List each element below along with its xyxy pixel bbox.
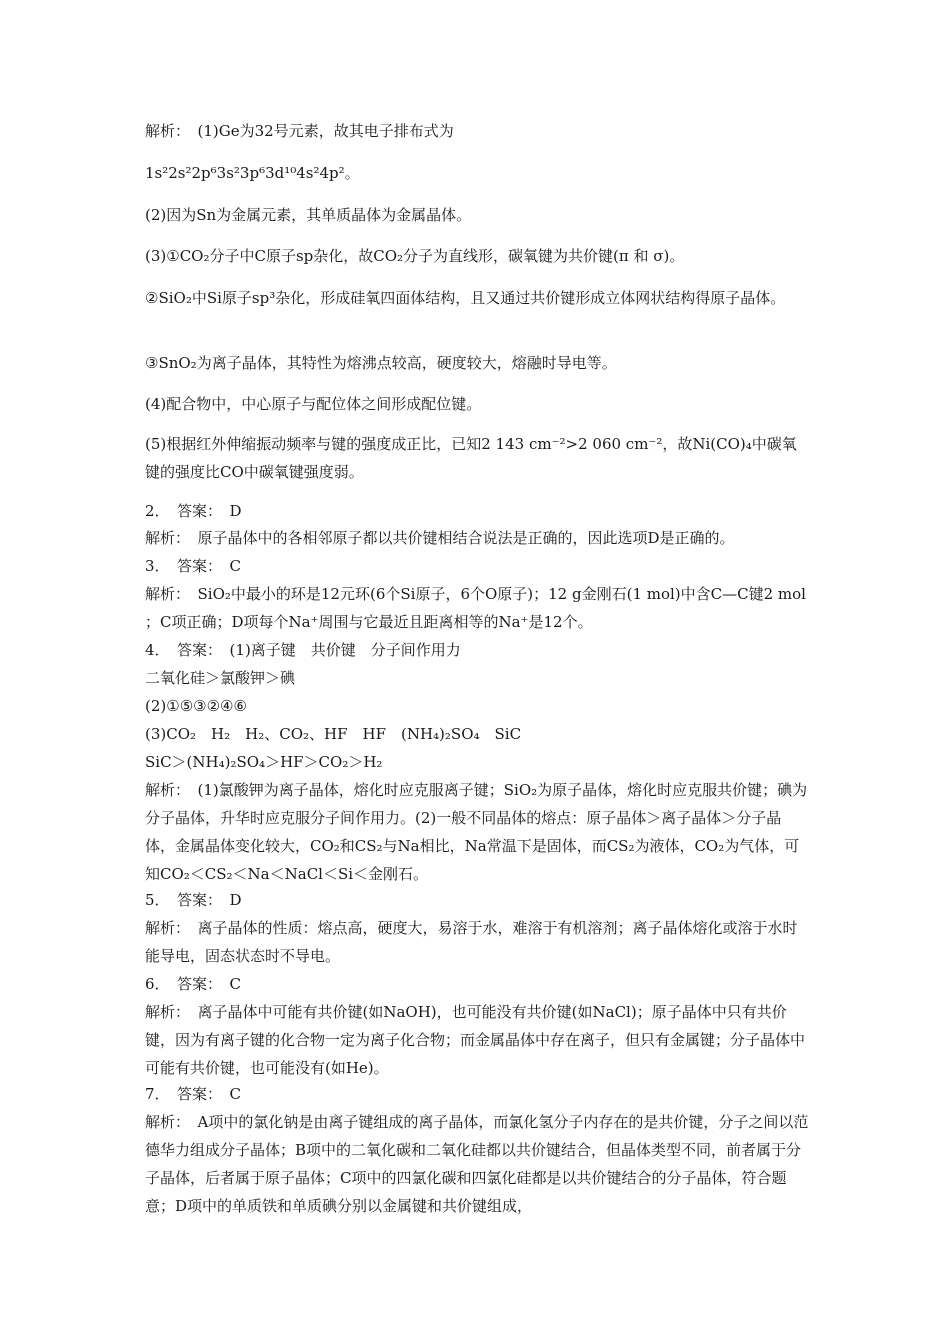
analysis-1-part-3b: ②SiO₂中Si原子sp³杂化，形成硅氧四面体结构，且又通过共价键形成立体网状结构得原子晶体。 xyxy=(145,289,786,307)
analysis-3: 解析： SiO₂中最小的环是12元环(6个Si原子，6个O原子)；12 g金刚石(1 mol)中含C—C键2 mol ；C项正确；D项每个Na⁺周围与它最近且距离相等的Na⁺是12个。 xyxy=(145,585,806,631)
analysis-6: 解析： 离子晶体中可能有共价键(如NaOH)，也可能没有共价键(如NaCl)；原子晶体中只有共价键，因为有离子键的化合物一定为离子化合物；而金属晶体中存在离子，但只有金属键；分子晶体中可能有共价键，也可能没有(如He)。 xyxy=(145,1003,806,1077)
analysis-1-part-3: (3)①CO₂分子中C原子sp杂化，故CO₂分子为直线形，碳氧键为共价键(π 和 σ)。 xyxy=(145,247,685,265)
analysis-4: 解析： (1)氯酸钾为离子晶体，熔化时应克服离子键；SiO₂为原子晶体，熔化时应克服共价键；碘为分子晶体，升华时应克服分子间作用力。(2)一般不同晶体的熔点：原子晶体＞离子晶体＞分子晶体，金属晶体变化较大，CO₂和CS₂与Na相比，Na常温下是固体，而CS₂为液体，CO₂为气体，可知CO₂＜CS₂＜Na＜NaCl＜Si＜金刚石。 xyxy=(145,781,808,883)
electron-configuration: 1s²2s²2p⁶3s²3p⁶3d¹⁰4s²4p²。 xyxy=(145,164,360,182)
analysis-1-part-3c: ③SnO₂为离子晶体，其特性为熔沸点较高，硬度较大，熔融时导电等。 xyxy=(145,354,617,372)
answer-6: 6． 答案： C xyxy=(145,975,242,993)
analysis-1-intro: 解析： (1)Ge为32号元素，故其电子排布式为 xyxy=(145,122,454,140)
analysis-5: 解析： 离子晶体的性质：熔点高，硬度大，易溶于水，难溶于有机溶剂；离子晶体熔化或溶于水时能导电，固态状态时不导电。 xyxy=(145,919,798,965)
answer-4: 4． 答案： (1)离子键 共价键 分子间作用力 xyxy=(145,641,461,659)
answer-7: 7． 答案： C xyxy=(145,1085,242,1103)
answer-4-line-3: (2)①⑤③②④⑥ xyxy=(145,697,247,715)
analysis-1-part-5: (5)根据红外伸缩振动频率与键的强度成正比，已知2 143 cm⁻²>2 060 cm⁻²，故Ni(CO)₄中碳氧键的强度比CO中碳氧键强度弱。 xyxy=(145,435,797,481)
answer-4-line-5: SiC＞(NH₄)₂SO₄＞HF＞CO₂＞H₂ xyxy=(145,753,383,771)
answer-4-line-4: (3)CO₂ H₂ H₂、CO₂、HF HF (NH₄)₂SO₄ SiC xyxy=(145,725,522,743)
answer-2: 2． 答案： D xyxy=(145,502,242,520)
analysis-1-part-4: (4)配合物中，中心原子与配位体之间形成配位键。 xyxy=(145,395,482,413)
answer-5: 5． 答案： D xyxy=(145,891,242,909)
answer-4-line-2: 二氧化硅＞氯酸钾＞碘 xyxy=(145,669,296,687)
analysis-7: 解析： A项中的氯化钠是由离子键组成的离子晶体，而氯化氢分子内存在的是共价键，分子之间以范德华力组成分子晶体；B项中的二氧化碳和二氧化硅都以共价键结合，但晶体类型不同，前者属于分子晶体，后者属于原子晶体；C项中的四氯化碳和四氯化硅都是以共价键结合的分子晶体，符合题意；D项中的单质铁和单质碘分别以金属键和共价键组成， xyxy=(145,1113,809,1215)
analysis-1-part-2: (2)因为Sn为金属元素，其单质晶体为金属晶体。 xyxy=(145,206,472,224)
answer-3: 3． 答案： C xyxy=(145,557,242,575)
analysis-2: 解析： 原子晶体中的各相邻原子都以共价键相结合说法是正确的，因此选项D是正确的。 xyxy=(145,529,735,547)
